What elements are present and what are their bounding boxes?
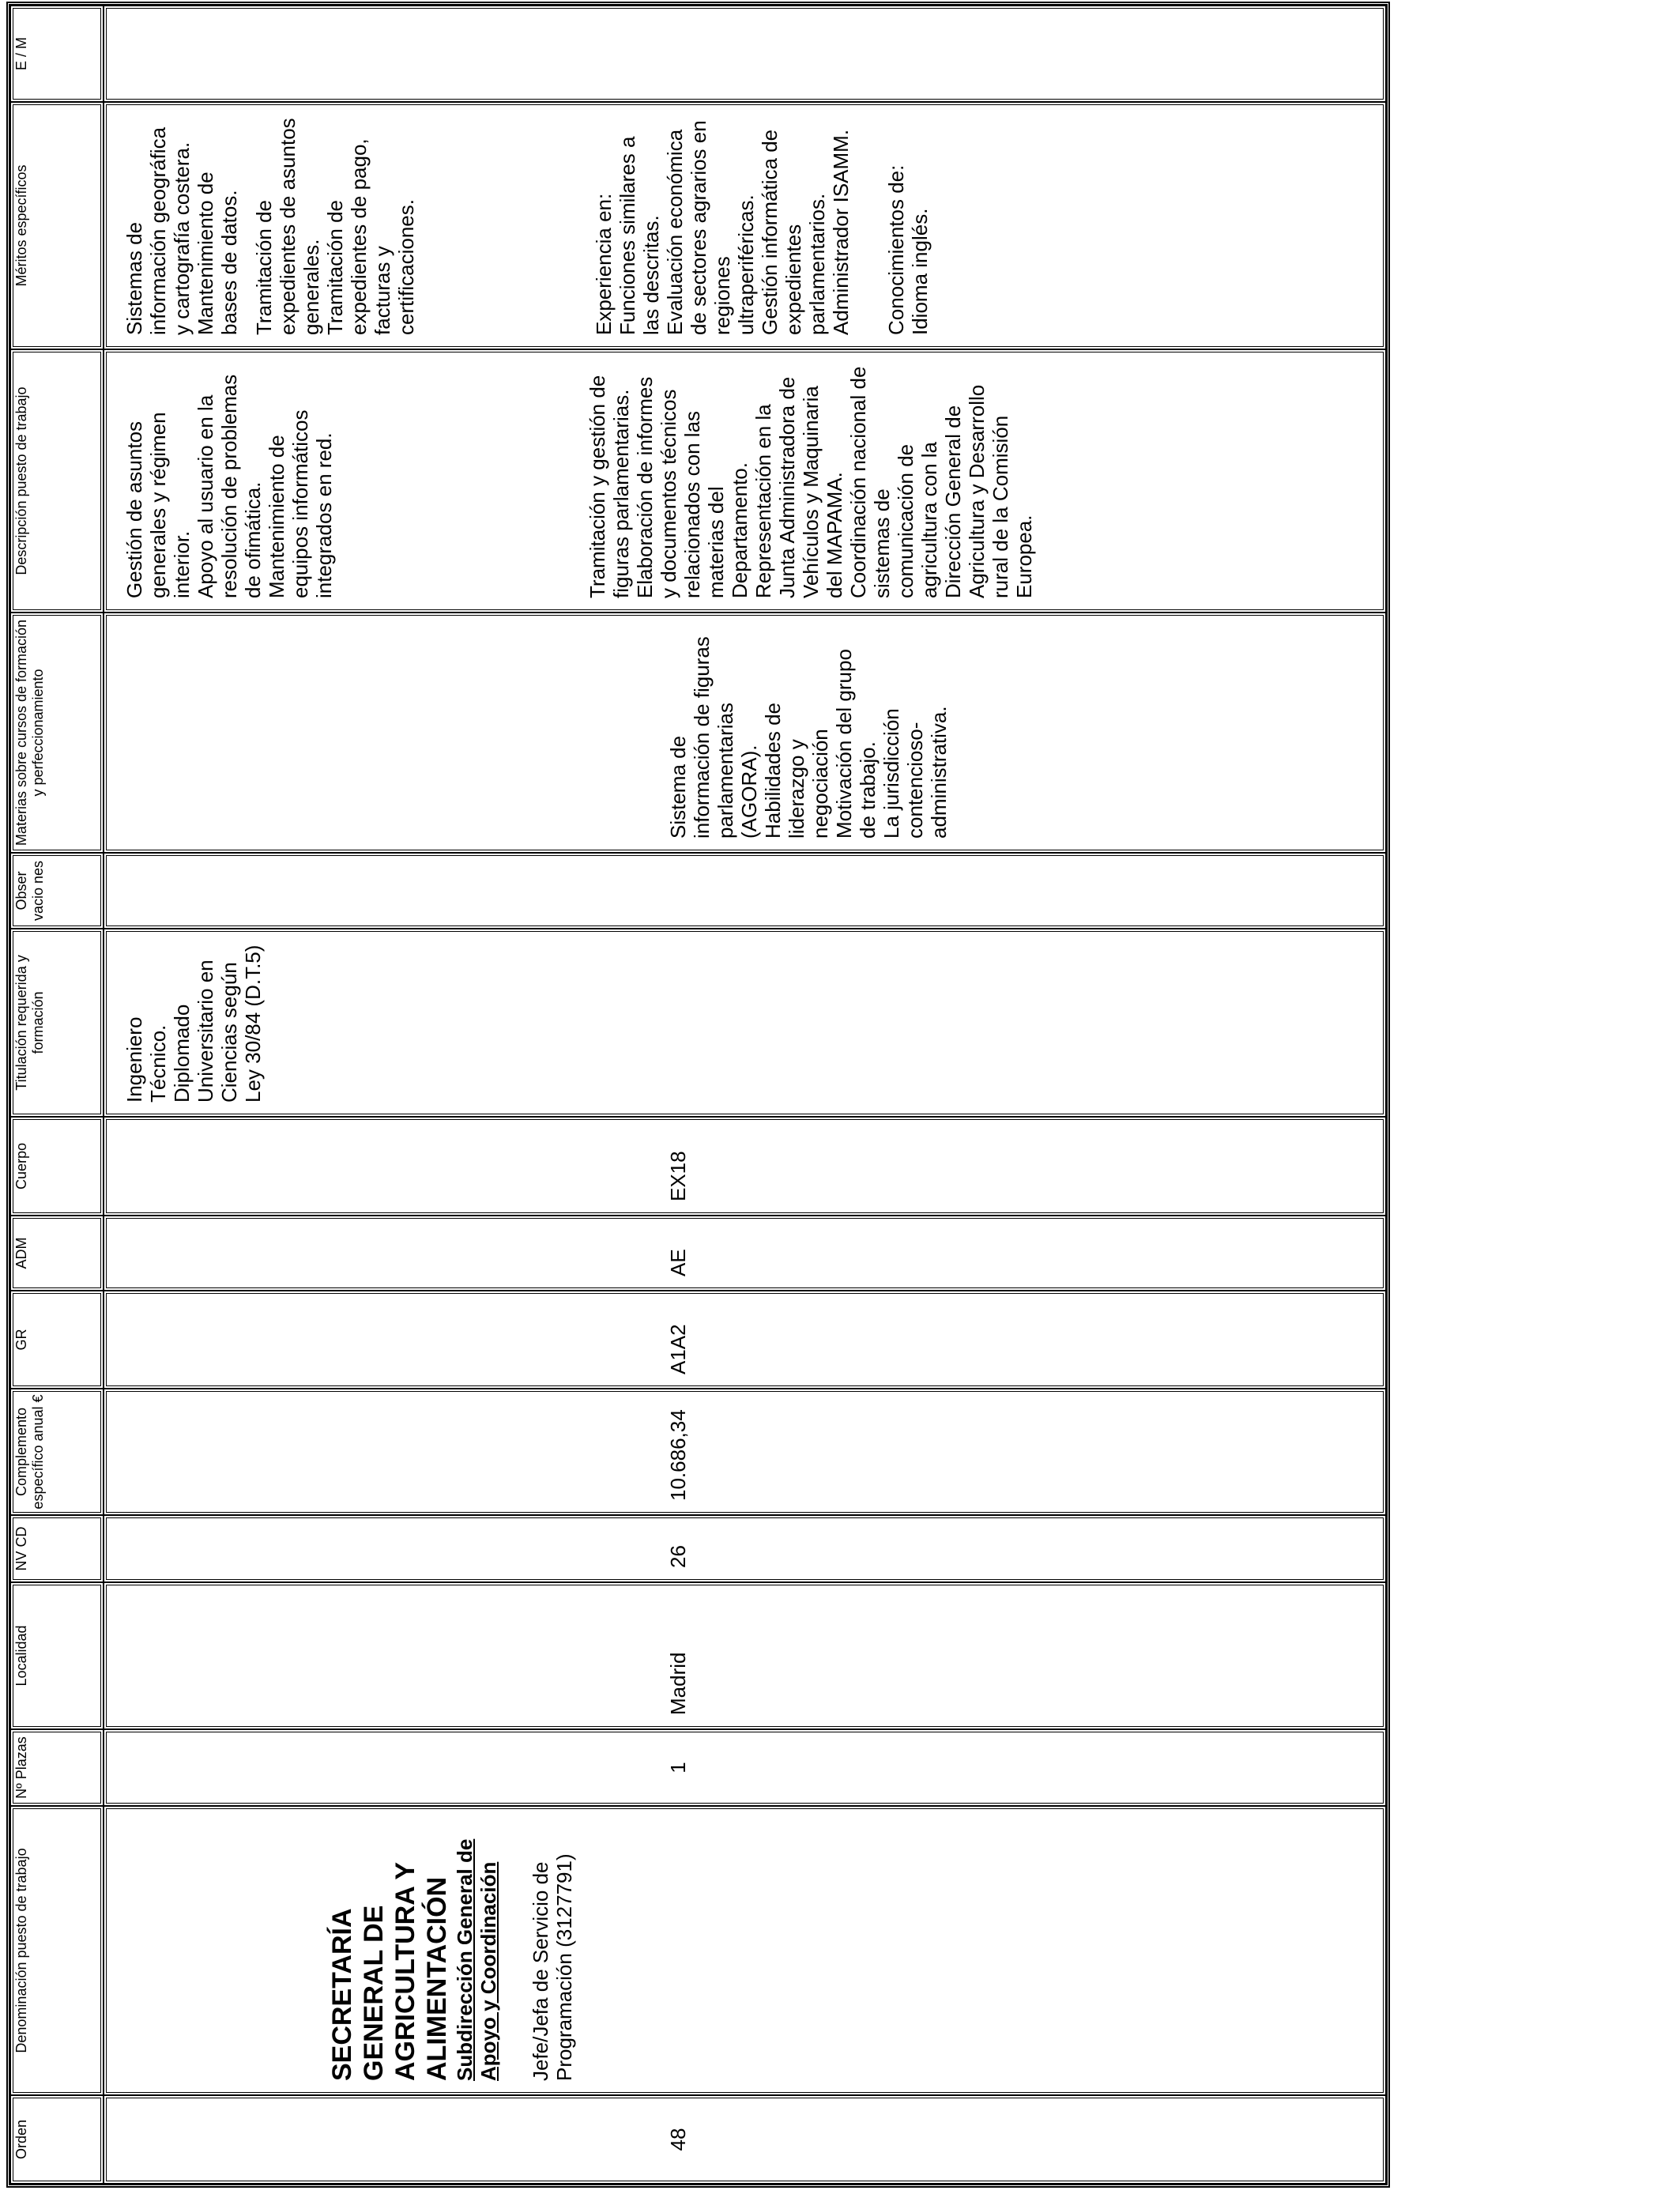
meritos-intro: Experiencia en: <box>592 193 616 335</box>
table-row <box>104 6 1386 2184</box>
materia-item: La jurisdicción contencioso-administrativa. <box>880 706 951 839</box>
complemento-value: 10.686,34 <box>666 1409 690 1501</box>
cell-orden <box>104 2095 1386 2184</box>
cell-cuerpo <box>104 1117 1386 1216</box>
localidad-value: Madrid <box>666 1652 690 1715</box>
merito-item: Funciones similares a las descritas. <box>616 136 663 335</box>
materia-item: Motivación del grupo de trabajo. <box>832 649 880 839</box>
col-header-complemento: Complemento específico anual € <box>10 1389 104 1515</box>
conocimiento-item: Idioma inglés. <box>908 208 932 335</box>
col-header-cuerpo: Cuerpo <box>10 1117 104 1216</box>
col-header-observaciones: Obser vacio nes <box>10 853 104 929</box>
descripcion-item: Elaboración de informes y documentos técnicos relacionados con las materias del Departamento. <box>633 376 751 598</box>
nvcd-value: 26 <box>666 1545 690 1568</box>
cell-observaciones <box>104 853 1386 929</box>
job-title: Jefe/Jefa de Servicio de Programación (3127791) <box>529 1853 576 2081</box>
cell-descripcion <box>104 349 1386 613</box>
merito-item: Gestión informática de expedientes parlamentarios. <box>758 129 829 335</box>
descripcion-item: Mantenimiento de equipos informáticos integrados en red. <box>265 409 336 598</box>
descripcion-item: Gestión de asuntos generales y régimen interior. <box>122 412 194 598</box>
merito-item: Administrador ISAMM. <box>829 129 853 335</box>
col-header-nvcd: NV CD <box>10 1515 104 1582</box>
col-header-descripcion: Descripción puesto de trabajo <box>10 349 104 613</box>
col-header-orden: Orden <box>10 2095 104 2184</box>
merito-item: Evaluación económica de sectores agrarios en regiones ultraperiféricas. <box>663 120 758 335</box>
cell-denominacion <box>104 1806 1386 2095</box>
col-header-materias: Materias sobre cursos de formación y perfeccionamiento <box>10 613 104 853</box>
conocimientos-intro: Conocimientos de: <box>884 164 908 335</box>
cell-em <box>104 6 1386 102</box>
positions-table <box>6 2 1390 2188</box>
cell-adm <box>104 1216 1386 1291</box>
descripcion-item: Tramitación y gestión de figuras parlamentarias. <box>586 375 633 598</box>
section-subtitle: Subdirección General de Apoyo y Coordinación <box>453 1838 500 2081</box>
cell-plazas <box>104 1729 1386 1806</box>
cuerpo-value: EX18 <box>666 1151 690 1201</box>
header-row <box>10 6 104 2184</box>
plazas-value: 1 <box>666 1762 690 1774</box>
materia-item: Sistema de información de figuras parlamentarias (AGORA). <box>666 636 761 839</box>
cell-localidad <box>104 1582 1386 1729</box>
cell-materias <box>104 613 1386 853</box>
descripcion-item: Apoyo al usuario en la resolución de problemas de ofimática. <box>194 374 265 598</box>
col-header-gr: GR <box>10 1291 104 1389</box>
col-header-em: E / M <box>10 6 104 102</box>
col-header-meritos: Méritos específicos <box>10 102 104 349</box>
col-header-titulacion: Titulación requerida y formación <box>10 929 104 1117</box>
adm-value: AE <box>666 1249 690 1276</box>
col-header-localidad: Localidad <box>10 1582 104 1729</box>
col-header-denominacion: Denominación puesto de trabajo <box>10 1806 104 2095</box>
cell-complemento <box>104 1389 1386 1515</box>
descripcion-item: Coordinación nacional de sistemas de comunicación de agricultura con la Dirección General de Agricultura y Desarrollo rural de la Comisión Europea. <box>846 366 1036 598</box>
cell-meritos <box>104 102 1386 349</box>
materia-item: Habilidades de liderazgo y negociación <box>761 702 832 839</box>
section-title: SECRETARÍA GENERAL DE AGRICULTURA Y ALIMENTACIÓN <box>327 1862 452 2081</box>
col-header-plazas: Nº Plazas <box>10 1729 104 1806</box>
merito-item: Tramitación de expedientes de pago, facturas y certificaciones. <box>323 138 418 335</box>
merito-item: Sistemas de información geográfica y cartografía costera. <box>122 126 194 335</box>
gr-value: A1A2 <box>666 1324 690 1374</box>
merito-item: Tramitación de expedientes de asuntos generales. <box>252 118 323 335</box>
col-header-adm: ADM <box>10 1216 104 1291</box>
titulacion-item: Ingeniero Técnico. <box>122 1016 170 1103</box>
titulacion-item: Diplomado Universitario en Ciencias según Ley 30/84 (D.T.5) <box>170 944 265 1103</box>
merito-item: Mantenimiento de bases de datos. <box>194 172 241 335</box>
cell-gr <box>104 1291 1386 1389</box>
cell-nvcd <box>104 1515 1386 1582</box>
orden-value: 48 <box>666 2128 690 2151</box>
descripcion-item: Representación en la Junta Administradora de Vehículos y Maquinaria del MAPAMA. <box>751 376 846 598</box>
cell-titulacion <box>104 929 1386 1117</box>
